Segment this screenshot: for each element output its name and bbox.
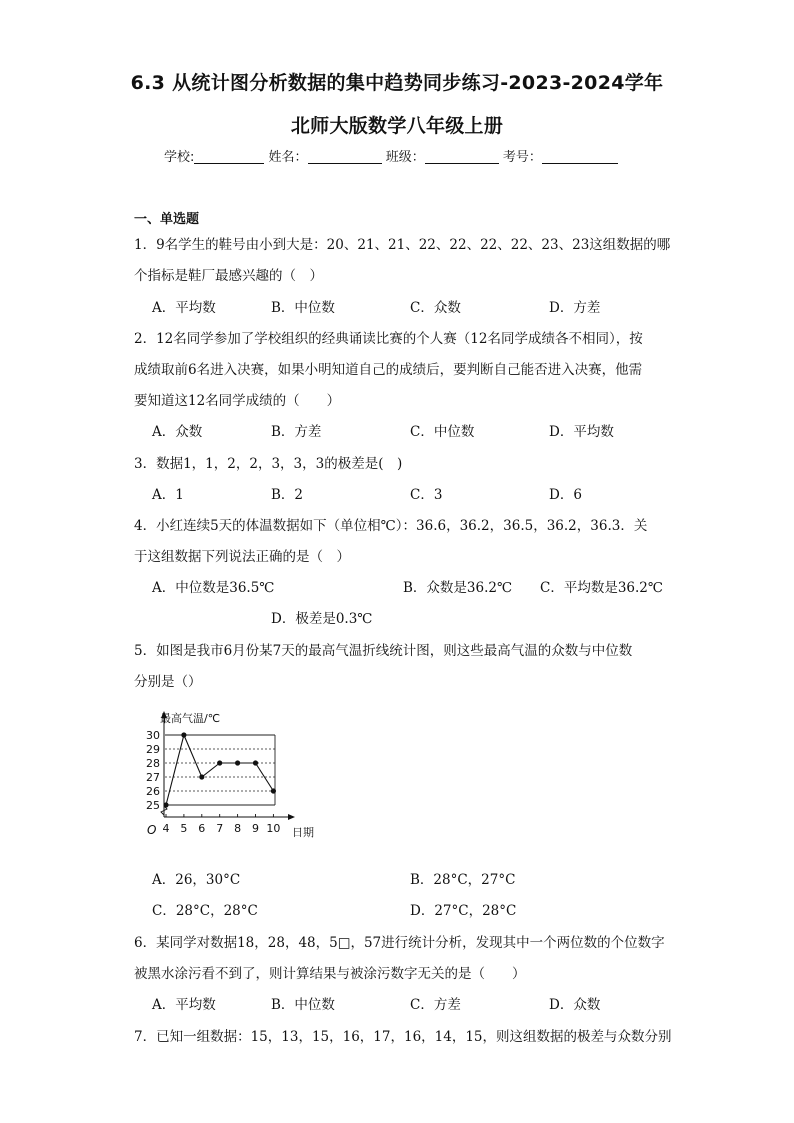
title-line-2: 北师大版数学八年级上册 [290,115,504,137]
x-axis-title: 日期 [292,826,314,839]
x-axis-arrow [288,814,295,820]
q6-line-2: 被黑水涂污看不到了，则计算结果与被涂污数字无关的是（ ） [134,966,526,982]
data-point-7 [217,760,222,765]
y-tick-label-29: 29 [146,743,160,756]
q1-option-a[interactable]: A．平均数 [152,300,216,316]
q2-option-d[interactable]: D．平均数 [549,424,614,440]
x-tick-label-9: 9 [252,822,259,835]
x-tick-label-7: 7 [216,822,224,835]
q6-option-d[interactable]: D．众数 [549,997,601,1013]
q4-option-b[interactable]: B．众数是36.2℃ [403,580,513,596]
q1-line-2: 个指标是鞋厂最感兴趣的（ ） [134,268,323,284]
q2-option-c[interactable]: C．中位数 [410,424,475,440]
data-point-5 [181,732,186,737]
exam-no-label: 考号： [502,150,542,165]
name-blank[interactable] [308,149,382,164]
q6-option-b[interactable]: B．中位数 [271,997,335,1013]
q5-line-1: 5．如图是我市6月份某7天的最高气温折线统计图，则这些最高气温的众数与中位数 [134,643,633,659]
q4-option-c[interactable]: C．平均数是36.2℃ [540,580,663,596]
x-tick-label-8: 8 [234,822,242,835]
title-line-1: 6.3 从统计图分析数据的集中趋势同步练习-2023-2024学年 [130,72,664,94]
x-tick-label-10: 10 [266,822,281,835]
q6-option-c[interactable]: C．方差 [410,997,461,1013]
q4-line-1: 4．小红连续5天的体温数据如下（单位相℃）：36.6，36.2，36.5，36.2，36.3．关 [134,518,648,534]
y-axis-title: 最高气温/℃ [160,712,221,725]
class-blank[interactable] [425,149,499,164]
class-label: 班级： [385,150,425,165]
y-tick-label-27: 27 [146,771,160,784]
series-line [166,735,273,805]
y-tick-label-25: 25 [146,799,160,812]
data-point-6 [199,774,204,779]
q3-option-d[interactable]: D．6 [549,487,582,503]
q4-line-2: 于这组数据下列说法正确的是（ ） [134,549,350,565]
data-point-4 [163,802,168,807]
q5-option-d[interactable]: D．27°C，28°C [410,903,517,919]
q3-option-b[interactable]: B．2 [271,487,304,503]
data-point-10 [271,788,276,793]
section-heading: 一、单选题 [134,212,200,227]
school-blank[interactable] [194,149,264,164]
school-label: 学校: [164,150,195,165]
q6-option-a[interactable]: A．平均数 [152,997,216,1013]
y-tick-label-28: 28 [146,757,160,770]
q3-line-1: 3．数据1，1，2，2，3，3，3的极差是( ) [134,456,403,472]
data-point-8 [235,760,240,765]
q4-option-a[interactable]: A．中位数是36.5℃ [152,580,275,596]
q2-line-3: 要知道这12名同学成绩的（ ） [134,393,341,409]
y-tick-label-26: 26 [146,785,160,798]
name-label: 姓名： [268,150,308,165]
q3-option-c[interactable]: C．3 [410,487,443,503]
q3-option-a[interactable]: A．1 [152,487,184,503]
q5-option-a[interactable]: A．26，30°C [152,872,241,888]
q6-line-1: 6．某同学对数据18，28，48，5□，57进行统计分析，发现其中一个两位数的个位数字 [134,935,665,951]
x-tick-label-6: 6 [198,822,206,835]
data-point-9 [253,760,258,765]
q1-option-d[interactable]: D．方差 [549,300,601,316]
q1-option-c[interactable]: C．众数 [410,300,461,316]
q1-option-b[interactable]: B．中位数 [271,300,335,316]
origin-label: O [147,823,157,837]
q4-option-d[interactable]: D．极差是0.3℃ [271,611,373,627]
student-info-row [164,146,618,165]
q2-option-b[interactable]: B．方差 [271,424,322,440]
q5-option-b[interactable]: B．28°C，27°C [410,872,516,888]
exam-no-blank[interactable] [542,149,618,164]
q2-line-1: 2．12名同学参加了学校组织的经典诵读比赛的个人赛（12名同学成绩各不相同），按 [134,331,643,347]
y-tick-label-30: 30 [146,729,160,742]
q5-option-c[interactable]: C．28°C，28°C [152,903,258,919]
q5-temperature-line-chart [134,704,334,852]
x-tick-label-5: 5 [180,822,188,835]
q2-option-a[interactable]: A．众数 [152,424,203,440]
q1-line-1: 1．9名学生的鞋号由小到大是：20、21、21、22、22、22、22、23、23这组数据的哪 [134,237,671,253]
q7-line-1: 7．已知一组数据：15，13，15，16，17，16，14，15，则这组数据的极差与众数分别 [134,1029,672,1045]
q5-line-2: 分别是（） [134,674,202,690]
q2-line-2: 成绩取前6名进入决赛，如果小明知道自己的成绩后，要判断自己能否进入决赛，他需 [134,362,643,378]
x-tick-label-4: 4 [162,822,170,835]
